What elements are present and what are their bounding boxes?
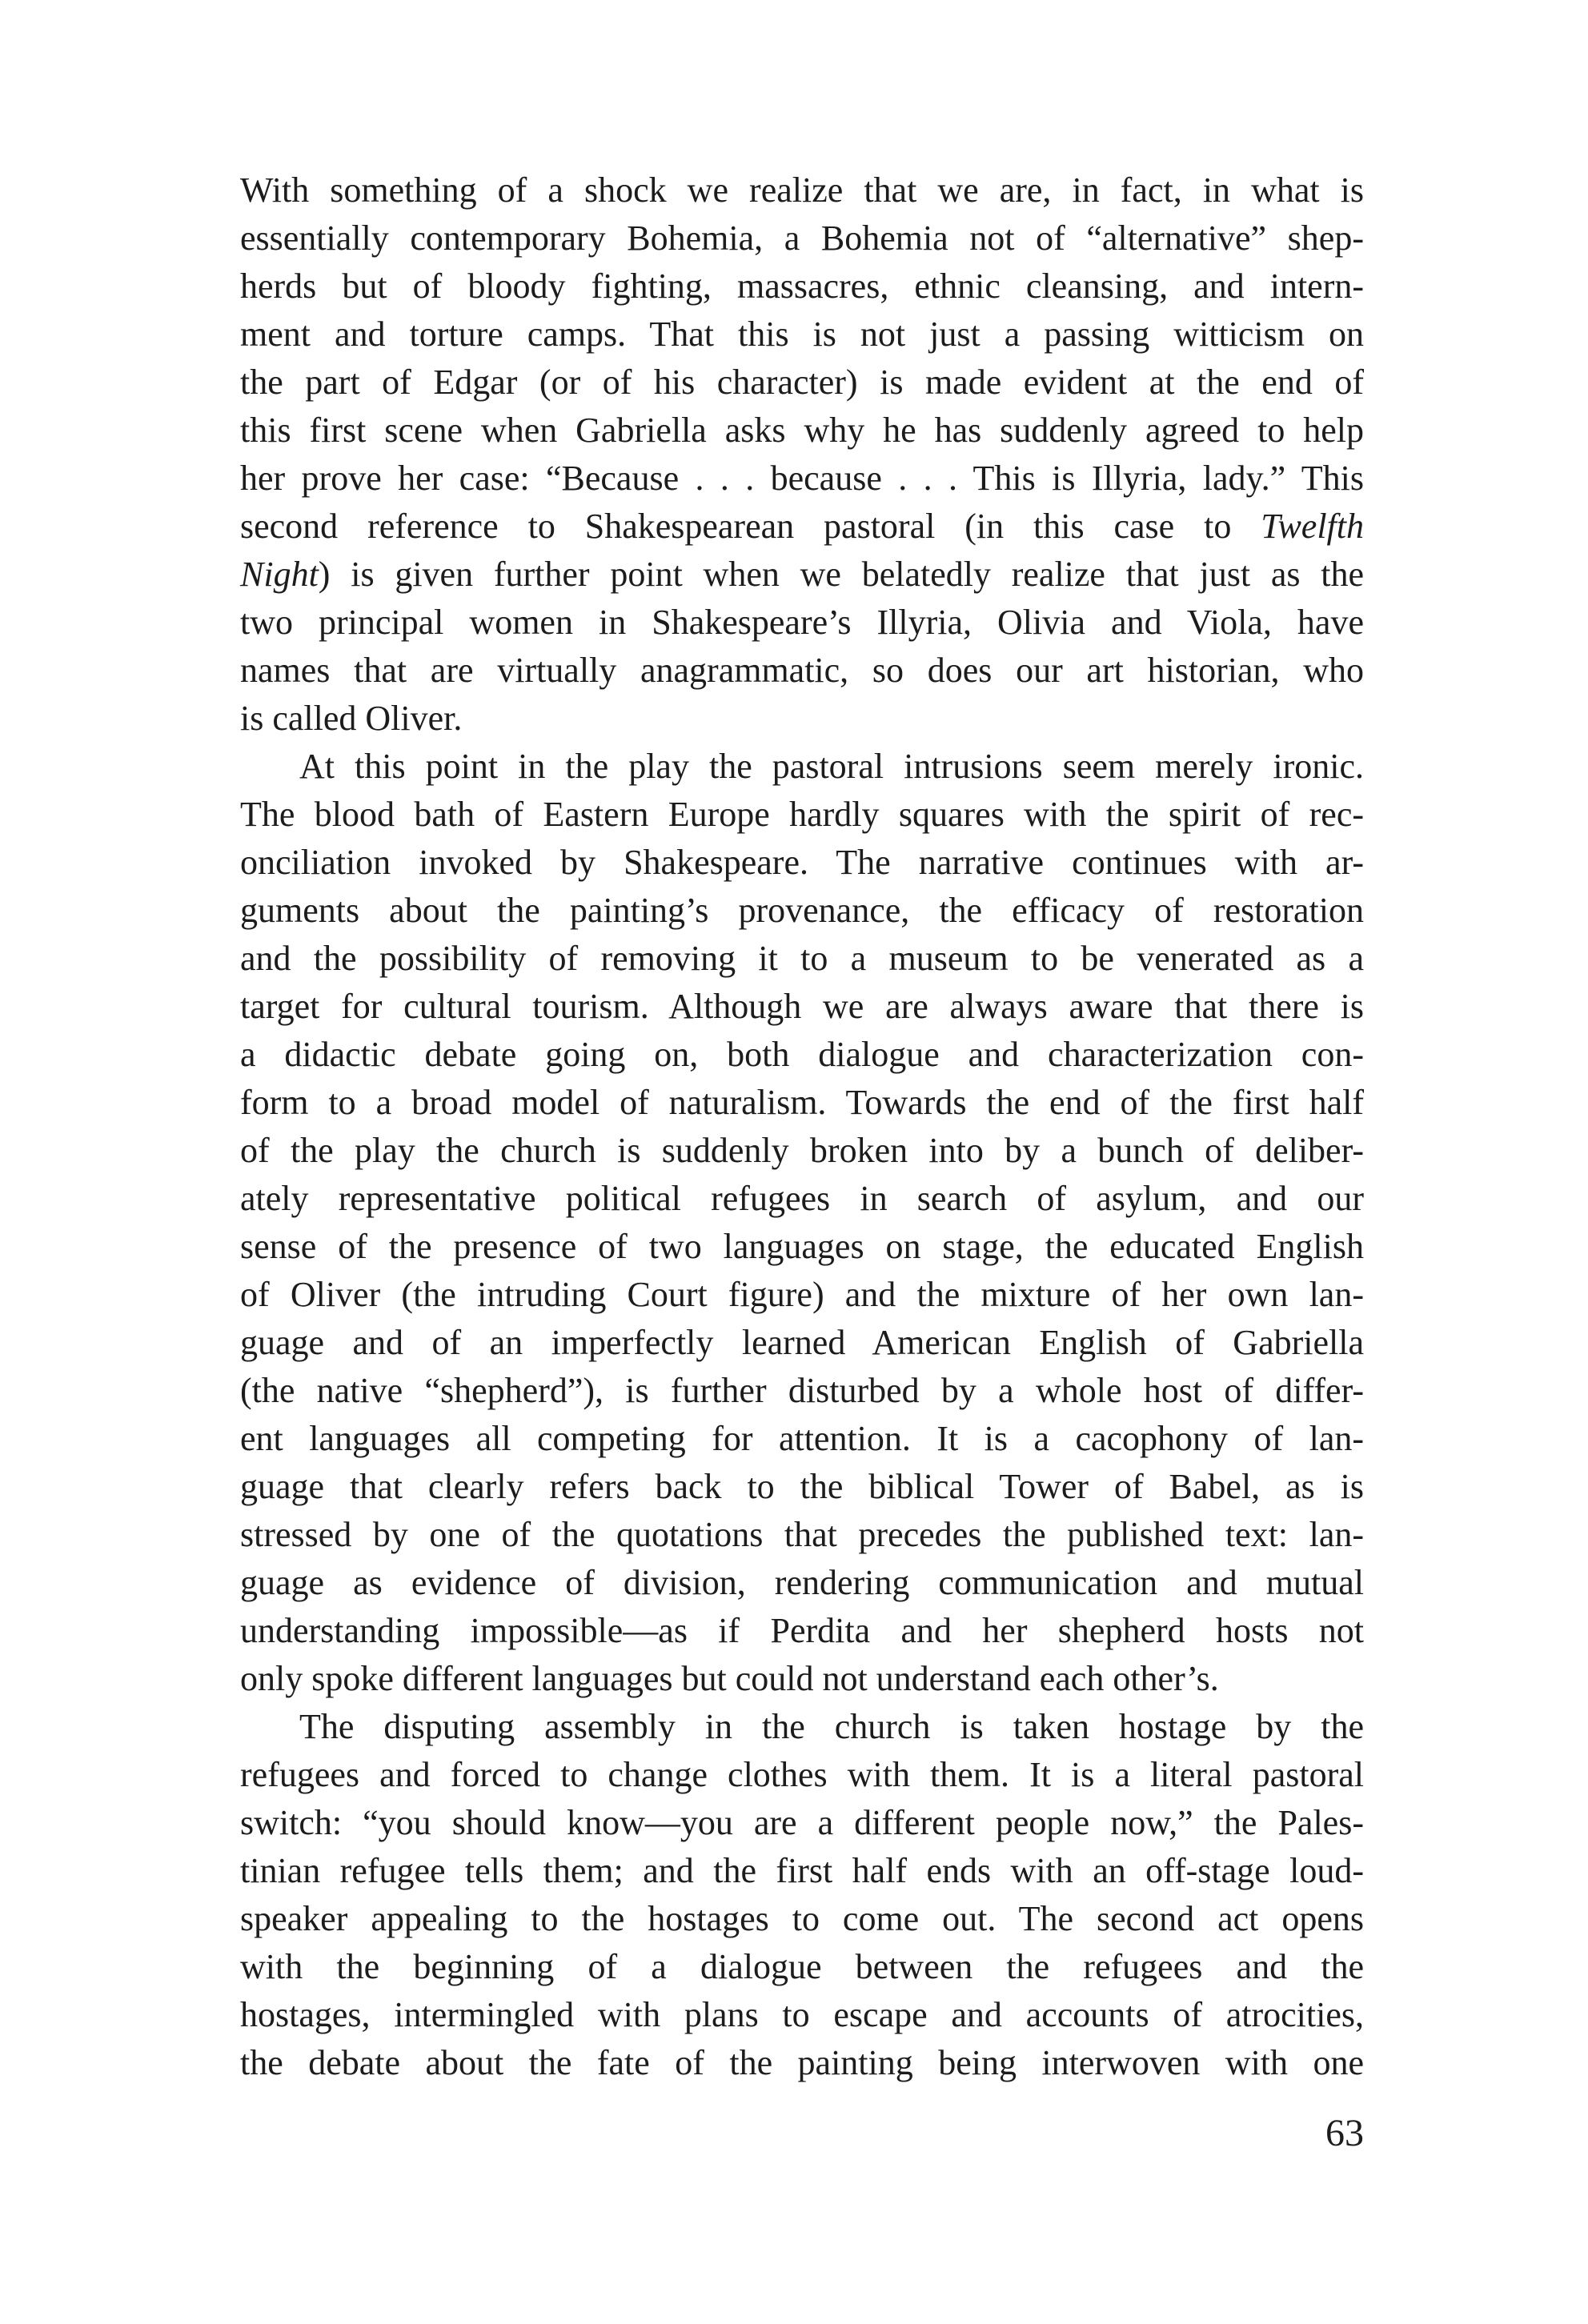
text-line: essentially contemporary Bohemia, a Bohemia not of “alternative” shep- (240, 218, 1364, 258)
text-line: onciliation invoked by Shakespeare. The narrative continues with ar- (240, 843, 1364, 882)
play-title-italic: Twelfth (1261, 507, 1364, 546)
play-title-italic: Night (240, 555, 319, 594)
text-line: (the native “shepherd”), is further disturbed by a whole host of differ- (240, 1371, 1364, 1410)
page-number: 63 (1325, 2112, 1364, 2154)
text-line: only spoke different languages but could not understand each other’s. (240, 1659, 1219, 1698)
text-line: of the play the church is suddenly broken into by a bunch of deliber- (240, 1131, 1364, 1170)
paragraph-first-line: The disputing assembly in the church is taken hostage by the (299, 1707, 1364, 1746)
text-line: stressed by one of the quotations that precedes the published text: lan- (240, 1515, 1364, 1554)
text-line: a didactic debate going on, both dialogue and characterization con- (240, 1035, 1364, 1074)
text-line: ment and torture camps. That this is not just a passing witticism on (240, 315, 1364, 354)
body-text (240, 166, 1364, 2087)
text-line: the part of Edgar (or of his character) is made evident at the end of (240, 363, 1364, 402)
paragraph-first-line: At this point in the play the pastoral intrusions seem merely ironic. (299, 747, 1364, 786)
text-line: guage that clearly refers back to the biblical Tower of Babel, as is (240, 1467, 1364, 1506)
text-line: guage and of an imperfectly learned American English of Gabriella (240, 1323, 1364, 1362)
text-line: form to a broad model of naturalism. Towards the end of the first half (240, 1083, 1364, 1122)
text-line: second reference to Shakespearean pastoral (in this case to Twelfth (240, 507, 1364, 546)
text-line: target for cultural tourism. Although we are always aware that there is (240, 987, 1364, 1026)
text-line: ent languages all competing for attention. It is a cacophony of lan- (240, 1419, 1364, 1458)
text-line: sense of the presence of two languages on stage, the educated English (240, 1227, 1364, 1266)
text-line: refugees and forced to change clothes with them. It is a literal pastoral (240, 1755, 1364, 1794)
text-line: Night) is given further point when we belatedly realize that just as the (240, 555, 1364, 594)
text-line: of Oliver (the intruding Court figure) and the mixture of her own lan- (240, 1275, 1364, 1314)
text-line: herds but of bloody fighting, massacres, ethnic cleansing, and intern- (240, 266, 1364, 306)
text-line: switch: “you should know—you are a different people now,” the Pales- (240, 1803, 1364, 1842)
text-line: this first scene when Gabriella asks why he has suddenly agreed to help (240, 411, 1364, 450)
text-line: understanding impossible—as if Perdita and her shepherd hosts not (240, 1611, 1364, 1650)
text-line: guments about the painting’s provenance, the efficacy of restoration (240, 891, 1364, 930)
text-line: tinian refugee tells them; and the first half ends with an off-stage loud- (240, 1851, 1364, 1890)
text-line: The blood bath of Eastern Europe hardly squares with the spirit of rec- (240, 795, 1364, 834)
text-line: speaker appealing to the hostages to come out. The second act opens (240, 1899, 1364, 1938)
text-line: and the possibility of removing it to a museum to be venerated as a (240, 939, 1364, 978)
text-line: names that are virtually anagrammatic, so does our art historian, who (240, 651, 1364, 690)
text-line: With something of a shock we realize that we are, in fact, in what is (240, 170, 1364, 210)
text-line: two principal women in Shakespeare’s Illyria, Olivia and Viola, have (240, 603, 1364, 642)
text-line: hostages, intermingled with plans to escape and accounts of atrocities, (240, 1995, 1364, 2034)
text-line: the debate about the fate of the painting being interwoven with one (240, 2043, 1364, 2082)
text-line: ately representative political refugees in search of asylum, and our (240, 1179, 1364, 1218)
text-line: with the beginning of a dialogue between the refugees and the (240, 1947, 1364, 1986)
text-line: her prove her case: “Because . . . because . . . This is Illyria, lady.” This (240, 459, 1364, 498)
text-line: guage as evidence of division, rendering communication and mutual (240, 1563, 1364, 1602)
text-line: is called Oliver. (240, 699, 463, 738)
